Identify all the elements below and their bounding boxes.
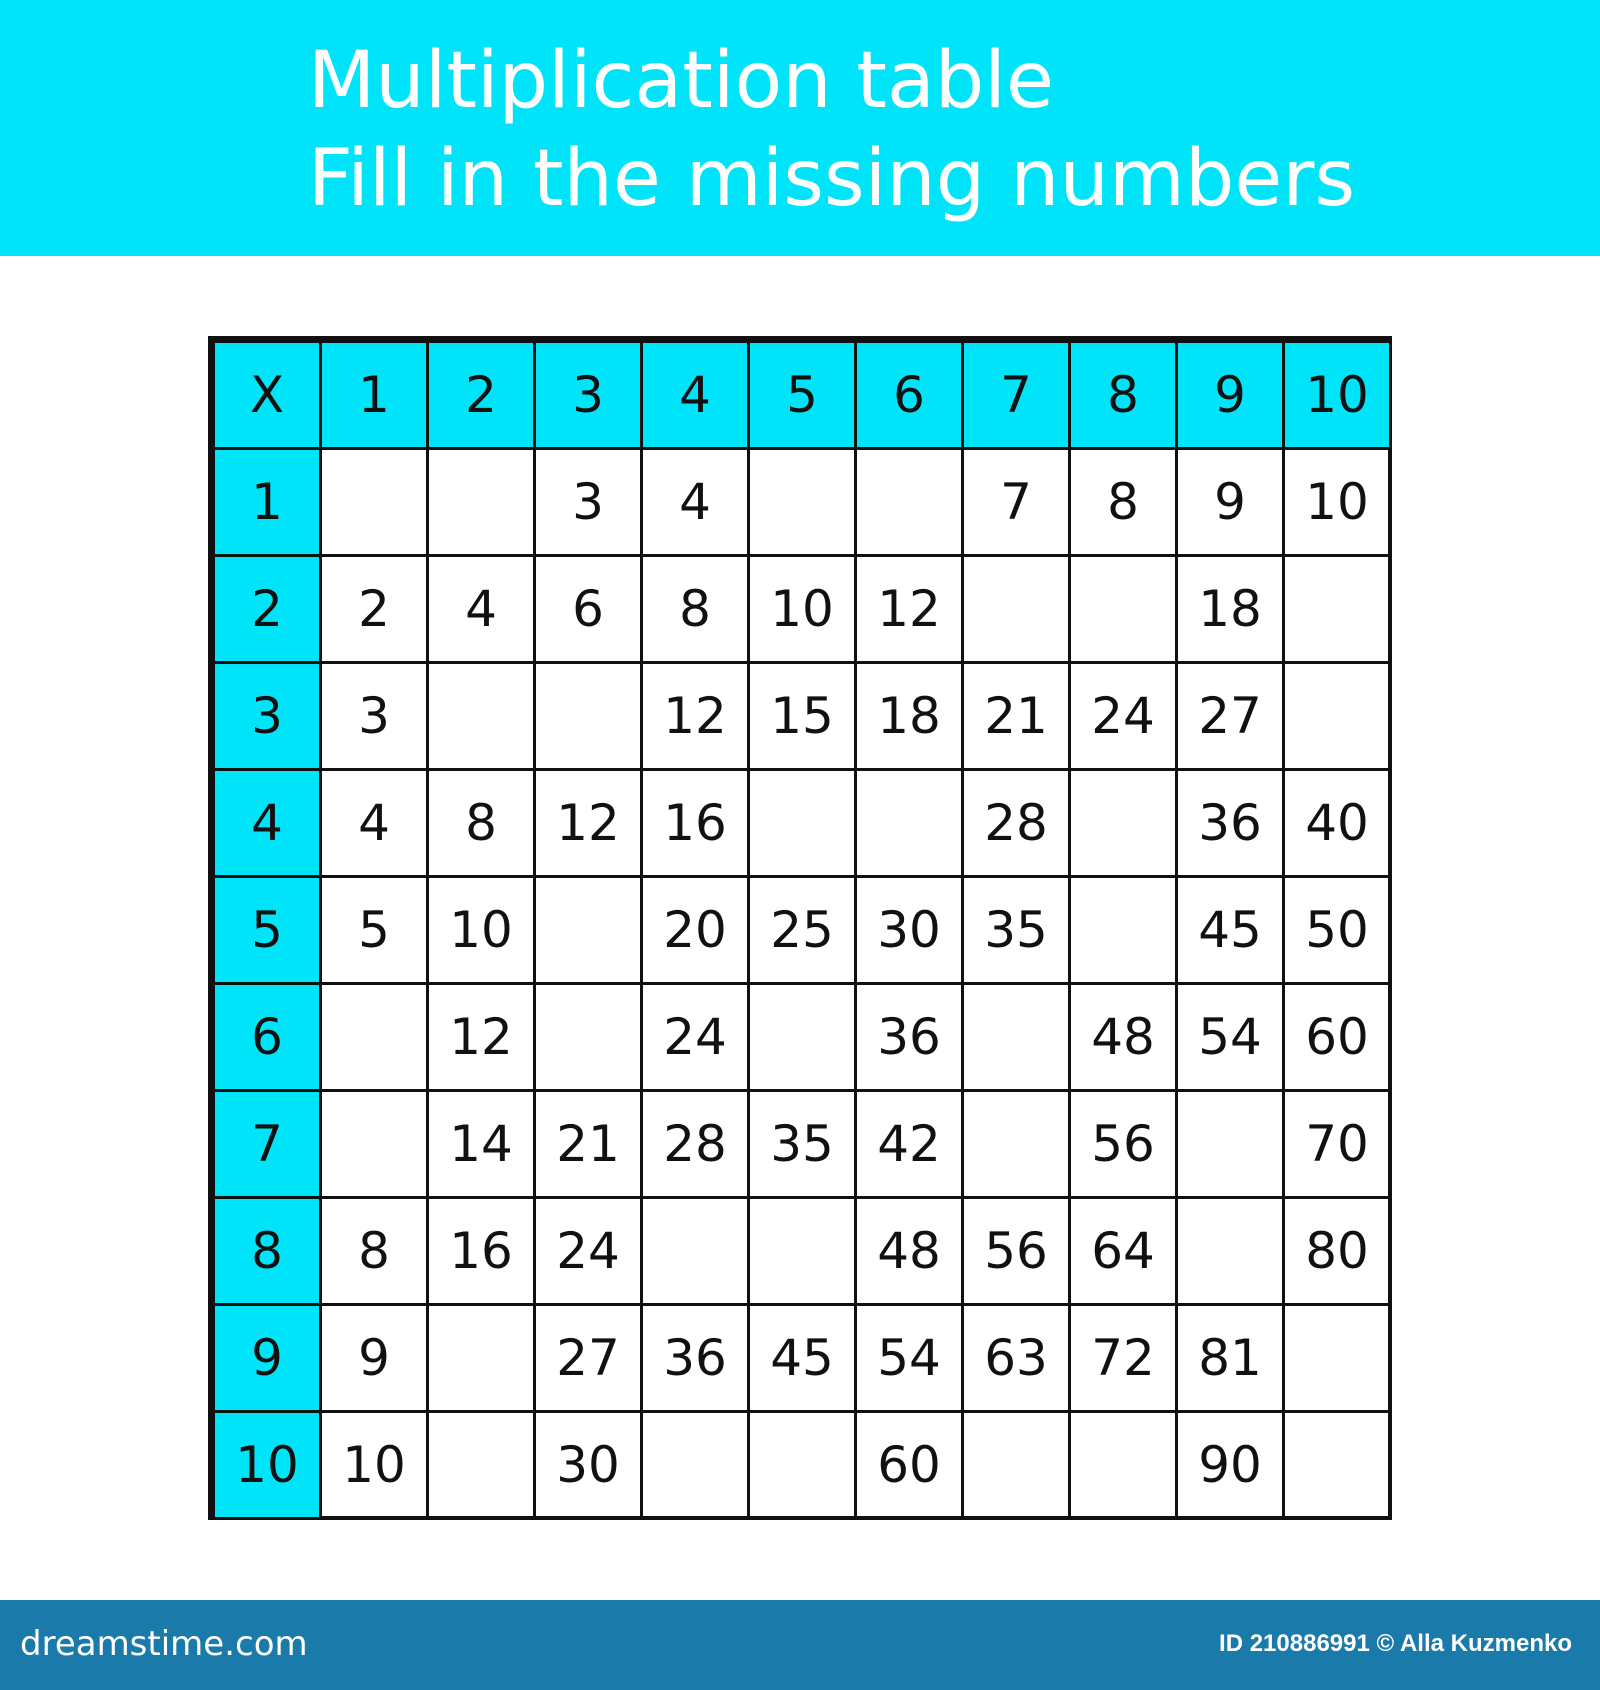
product-cell: 12	[856, 556, 963, 663]
table-row	[214, 1412, 1391, 1519]
product-cell: 2	[321, 556, 428, 663]
product-cell: 30	[856, 877, 963, 984]
product-cell: 50	[1284, 877, 1391, 984]
table-row	[214, 1091, 1391, 1198]
product-cell	[1070, 1412, 1177, 1519]
product-cell	[963, 1091, 1070, 1198]
product-cell: 36	[642, 1305, 749, 1412]
header-row	[214, 342, 1391, 449]
product-cell	[428, 449, 535, 556]
product-cell: 4	[428, 556, 535, 663]
row-header-cell: 4	[214, 770, 321, 877]
product-cell: 36	[856, 984, 963, 1091]
product-cell: 18	[856, 663, 963, 770]
product-cell	[749, 1412, 856, 1519]
row-header-cell: 10	[214, 1412, 321, 1519]
row-header-cell: 9	[214, 1305, 321, 1412]
column-header-cell: 7	[963, 342, 1070, 449]
product-cell	[1070, 877, 1177, 984]
product-cell: 8	[428, 770, 535, 877]
product-cell: 54	[856, 1305, 963, 1412]
table-row	[214, 984, 1391, 1091]
page-subtitle: Fill in the missing numbers	[308, 134, 1356, 224]
product-cell	[642, 1412, 749, 1519]
product-cell: 5	[321, 877, 428, 984]
product-cell: 54	[1177, 984, 1284, 1091]
product-cell: 12	[642, 663, 749, 770]
product-cell: 7	[963, 449, 1070, 556]
product-cell: 3	[535, 449, 642, 556]
column-header-cell: 6	[856, 342, 963, 449]
table-row	[214, 770, 1391, 877]
product-cell	[749, 984, 856, 1091]
table-row	[214, 877, 1391, 984]
column-header-cell: 5	[749, 342, 856, 449]
product-cell	[749, 449, 856, 556]
column-header-cell: 3	[535, 342, 642, 449]
product-cell: 4	[321, 770, 428, 877]
product-cell: 24	[535, 1198, 642, 1305]
product-cell	[1177, 1198, 1284, 1305]
product-cell: 12	[428, 984, 535, 1091]
product-cell	[1284, 556, 1391, 663]
product-cell	[1284, 1412, 1391, 1519]
multiplication-grid	[208, 336, 1392, 1520]
product-cell: 12	[535, 770, 642, 877]
footer-logo: dreamstime.com	[20, 1624, 308, 1664]
product-cell: 16	[428, 1198, 535, 1305]
product-cell	[856, 770, 963, 877]
product-cell: 27	[535, 1305, 642, 1412]
table-row	[214, 449, 1391, 556]
column-header-cell: 4	[642, 342, 749, 449]
product-cell: 16	[642, 770, 749, 877]
product-cell: 3	[321, 663, 428, 770]
product-cell	[1284, 1305, 1391, 1412]
multiplication-table	[212, 340, 1392, 1520]
product-cell: 8	[321, 1198, 428, 1305]
product-cell	[321, 1091, 428, 1198]
column-header-cell: 9	[1177, 342, 1284, 449]
product-cell	[1284, 663, 1391, 770]
product-cell: 10	[321, 1412, 428, 1519]
table-row	[214, 1305, 1391, 1412]
product-cell: 63	[963, 1305, 1070, 1412]
product-cell	[428, 663, 535, 770]
product-cell: 24	[1070, 663, 1177, 770]
corner-cell: X	[214, 342, 321, 449]
product-cell	[321, 449, 428, 556]
product-cell	[856, 449, 963, 556]
product-cell: 6	[535, 556, 642, 663]
product-cell: 28	[963, 770, 1070, 877]
product-cell: 21	[963, 663, 1070, 770]
product-cell: 25	[749, 877, 856, 984]
product-cell	[749, 770, 856, 877]
product-cell: 56	[963, 1198, 1070, 1305]
product-cell: 48	[1070, 984, 1177, 1091]
product-cell	[428, 1305, 535, 1412]
row-header-cell: 8	[214, 1198, 321, 1305]
footer-bar	[0, 1600, 1600, 1690]
product-cell: 56	[1070, 1091, 1177, 1198]
product-cell: 36	[1177, 770, 1284, 877]
product-cell: 45	[749, 1305, 856, 1412]
product-cell: 4	[642, 449, 749, 556]
product-cell: 20	[642, 877, 749, 984]
product-cell: 15	[749, 663, 856, 770]
product-cell: 48	[856, 1198, 963, 1305]
product-cell: 27	[1177, 663, 1284, 770]
product-cell: 30	[535, 1412, 642, 1519]
product-cell: 8	[642, 556, 749, 663]
product-cell: 81	[1177, 1305, 1284, 1412]
product-cell: 21	[535, 1091, 642, 1198]
product-cell: 35	[963, 877, 1070, 984]
product-cell: 10	[1284, 449, 1391, 556]
product-cell	[535, 663, 642, 770]
row-header-cell: 6	[214, 984, 321, 1091]
product-cell	[963, 556, 1070, 663]
product-cell	[535, 877, 642, 984]
footer-credit: ID 210886991 © Alla Kuzmenko	[1219, 1630, 1572, 1657]
product-cell: 9	[1177, 449, 1284, 556]
product-cell: 10	[428, 877, 535, 984]
product-cell	[535, 984, 642, 1091]
product-cell	[963, 984, 1070, 1091]
row-header-cell: 7	[214, 1091, 321, 1198]
table-row	[214, 663, 1391, 770]
product-cell	[963, 1412, 1070, 1519]
product-cell: 60	[856, 1412, 963, 1519]
table-row	[214, 1198, 1391, 1305]
product-cell: 60	[1284, 984, 1391, 1091]
product-cell: 35	[749, 1091, 856, 1198]
column-header-cell: 10	[1284, 342, 1391, 449]
row-header-cell: 3	[214, 663, 321, 770]
product-cell: 64	[1070, 1198, 1177, 1305]
product-cell: 40	[1284, 770, 1391, 877]
product-cell: 70	[1284, 1091, 1391, 1198]
product-cell	[1177, 1091, 1284, 1198]
product-cell: 90	[1177, 1412, 1284, 1519]
product-cell	[428, 1412, 535, 1519]
product-cell: 8	[1070, 449, 1177, 556]
product-cell	[1070, 556, 1177, 663]
product-cell: 9	[321, 1305, 428, 1412]
product-cell: 14	[428, 1091, 535, 1198]
product-cell: 45	[1177, 877, 1284, 984]
table-row	[214, 556, 1391, 663]
product-cell	[642, 1198, 749, 1305]
header-banner	[0, 0, 1600, 256]
page-title: Multiplication table	[308, 36, 1054, 126]
product-cell	[749, 1198, 856, 1305]
product-cell: 80	[1284, 1198, 1391, 1305]
product-cell: 72	[1070, 1305, 1177, 1412]
product-cell: 28	[642, 1091, 749, 1198]
column-header-cell: 8	[1070, 342, 1177, 449]
product-cell: 24	[642, 984, 749, 1091]
product-cell	[1070, 770, 1177, 877]
product-cell: 10	[749, 556, 856, 663]
product-cell: 42	[856, 1091, 963, 1198]
column-header-cell: 1	[321, 342, 428, 449]
product-cell: 18	[1177, 556, 1284, 663]
row-header-cell: 5	[214, 877, 321, 984]
product-cell	[321, 984, 428, 1091]
column-header-cell: 2	[428, 342, 535, 449]
row-header-cell: 1	[214, 449, 321, 556]
row-header-cell: 2	[214, 556, 321, 663]
